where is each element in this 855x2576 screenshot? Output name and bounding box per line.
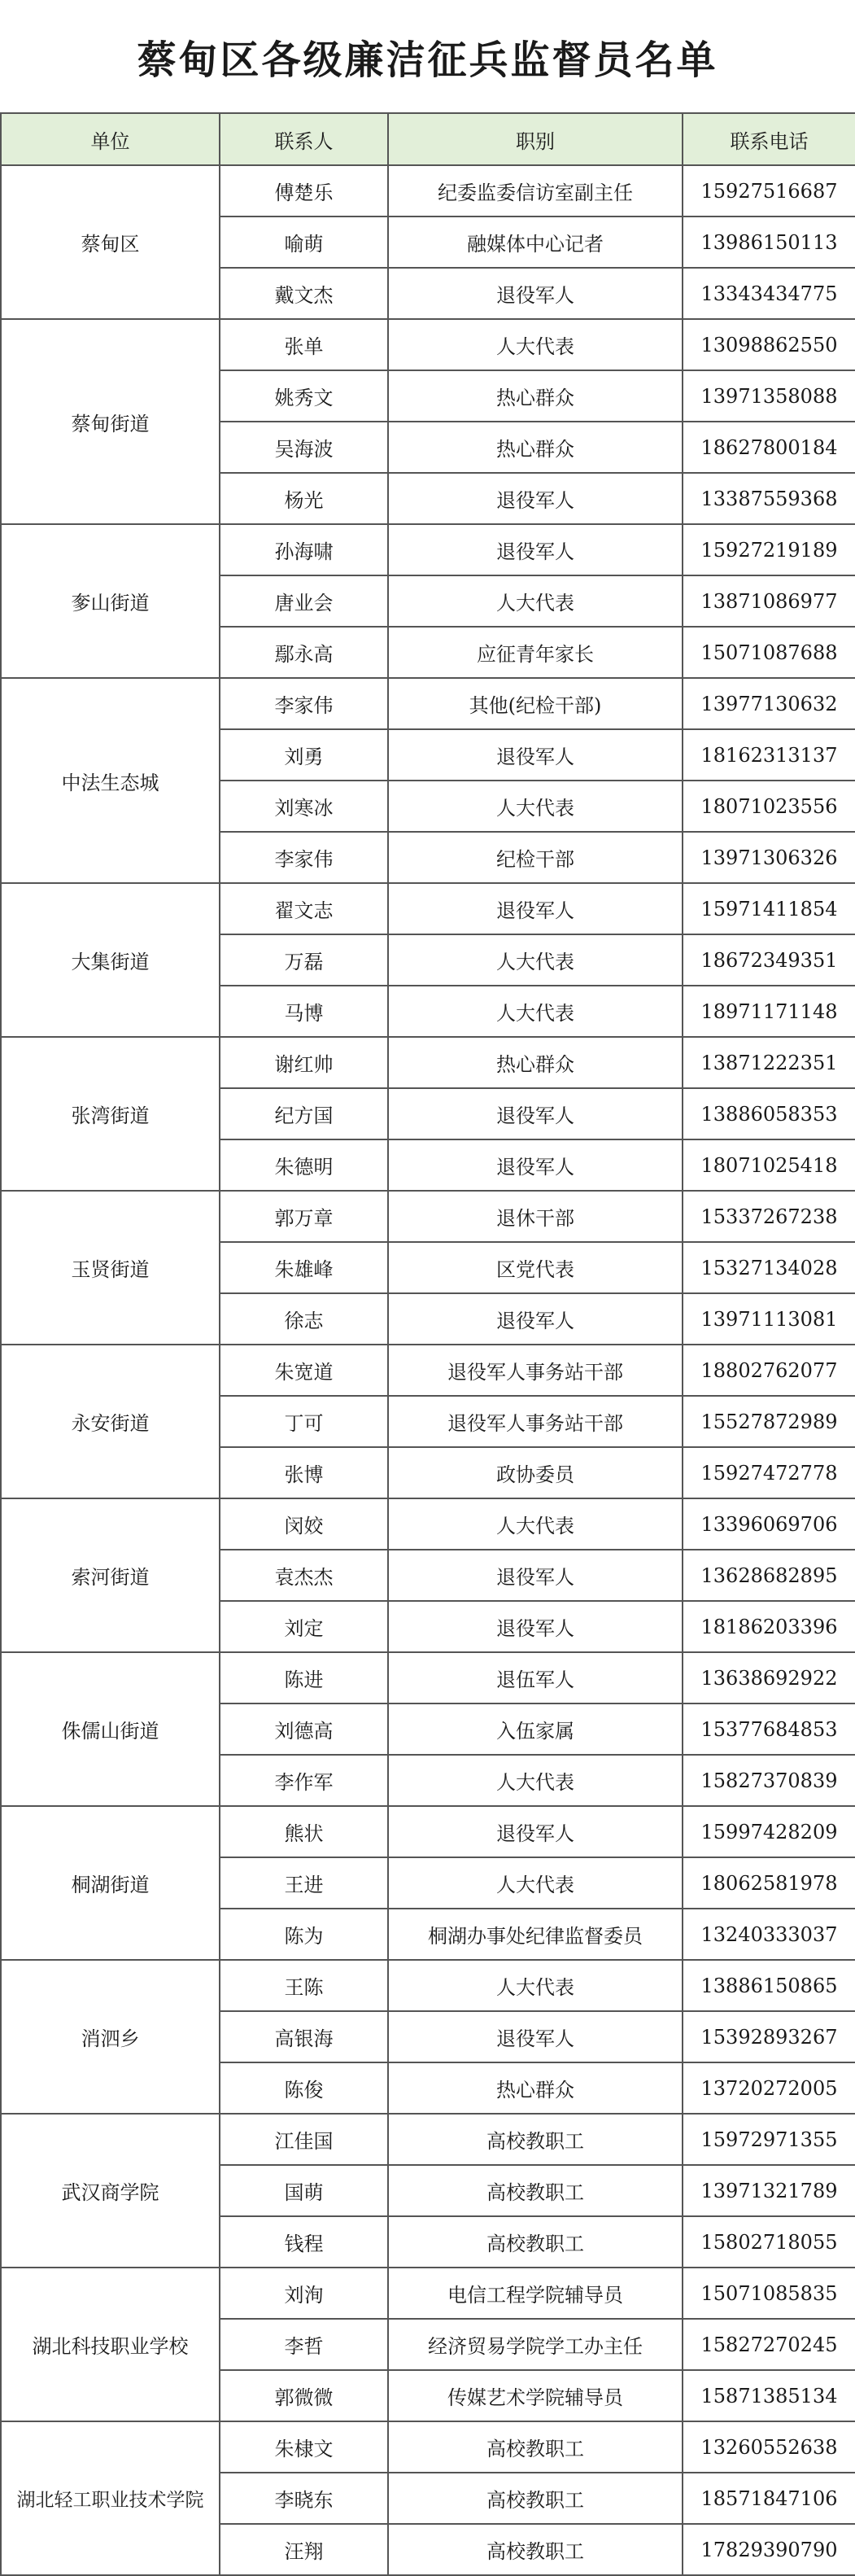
contact-name-cell: 朱宽道	[220, 1345, 388, 1396]
unit-cell: 奓山街道	[1, 524, 220, 678]
table-row	[1, 1498, 855, 1550]
position-cell: 退役军人	[388, 473, 683, 524]
position-cell: 高校教职工	[388, 2165, 683, 2216]
unit-cell: 永安街道	[1, 1345, 220, 1498]
position-cell: 人大代表	[388, 1498, 683, 1550]
position-cell: 高校教职工	[388, 2421, 683, 2473]
page-title: 蔡甸区各级廉洁征兵监督员名单	[137, 37, 718, 83]
contact-name-cell: 郭万章	[220, 1191, 388, 1242]
phone-cell: 13720272005	[683, 2062, 855, 2114]
phone-cell: 13971358088	[683, 370, 855, 422]
phone-cell: 15972971355	[683, 2114, 855, 2165]
position-cell: 高校教职工	[388, 2114, 683, 2165]
table-row	[1, 165, 855, 216]
phone-cell: 17829390790	[683, 2524, 855, 2575]
contact-name-cell: 鄢永高	[220, 627, 388, 678]
contact-name-cell: 张博	[220, 1447, 388, 1498]
phone-cell: 15337267238	[683, 1191, 855, 1242]
position-cell: 热心群众	[388, 2062, 683, 2114]
unit-cell: 消泗乡	[1, 1960, 220, 2114]
position-cell: 退役军人	[388, 1293, 683, 1345]
header-row	[1, 113, 855, 165]
position-cell: 人大代表	[388, 575, 683, 627]
table-row	[1, 1037, 855, 1088]
position-cell: 退役军人	[388, 1139, 683, 1191]
position-cell: 传媒艺术学院辅导员	[388, 2370, 683, 2421]
contact-name-cell: 刘定	[220, 1601, 388, 1652]
phone-cell: 13971306326	[683, 832, 855, 883]
table-row	[1, 319, 855, 370]
position-cell: 退役军人事务站干部	[388, 1396, 683, 1447]
contact-name-cell: 袁杰杰	[220, 1550, 388, 1601]
position-cell: 高校教职工	[388, 2473, 683, 2524]
unit-cell: 张湾街道	[1, 1037, 220, 1191]
phone-cell: 13971113081	[683, 1293, 855, 1345]
position-cell: 电信工程学院辅导员	[388, 2268, 683, 2319]
phone-cell: 18162313137	[683, 729, 855, 781]
position-cell: 退休干部	[388, 1191, 683, 1242]
contact-name-cell: 陈进	[220, 1652, 388, 1703]
position-cell: 其他(纪检干部)	[388, 678, 683, 729]
phone-cell: 18071023556	[683, 781, 855, 832]
contact-name-cell: 谢红帅	[220, 1037, 388, 1088]
contact-name-cell: 翟文志	[220, 883, 388, 934]
position-cell: 人大代表	[388, 781, 683, 832]
contact-name-cell: 刘勇	[220, 729, 388, 781]
unit-cell: 玉贤街道	[1, 1191, 220, 1345]
phone-cell: 15971411854	[683, 883, 855, 934]
position-cell: 政协委员	[388, 1447, 683, 1498]
phone-cell: 13871222351	[683, 1037, 855, 1088]
position-cell: 高校教职工	[388, 2524, 683, 2575]
position-cell: 区党代表	[388, 1242, 683, 1293]
phone-cell: 15071087688	[683, 627, 855, 678]
phone-cell: 18672349351	[683, 934, 855, 986]
position-cell: 退役军人	[388, 1806, 683, 1857]
phone-cell: 15927516687	[683, 165, 855, 216]
unit-cell: 索河街道	[1, 1498, 220, 1652]
contact-name-cell: 李哲	[220, 2319, 388, 2370]
unit-cell: 桐湖街道	[1, 1806, 220, 1960]
header-contact: 联系人	[220, 113, 388, 165]
phone-cell: 13628682895	[683, 1550, 855, 1601]
position-cell: 热心群众	[388, 422, 683, 473]
position-cell: 退役军人事务站干部	[388, 1345, 683, 1396]
unit-cell: 蔡甸区	[1, 165, 220, 319]
contact-name-cell: 戴文杰	[220, 268, 388, 319]
contact-name-cell: 李家伟	[220, 678, 388, 729]
position-cell: 高校教职工	[388, 2216, 683, 2268]
position-cell: 退役军人	[388, 1550, 683, 1601]
table-body	[1, 165, 855, 2575]
unit-cell: 大集街道	[1, 883, 220, 1037]
contact-name-cell: 钱程	[220, 2216, 388, 2268]
phone-cell: 13396069706	[683, 1498, 855, 1550]
contact-name-cell: 江佳国	[220, 2114, 388, 2165]
phone-cell: 18802762077	[683, 1345, 855, 1396]
phone-cell: 15327134028	[683, 1242, 855, 1293]
unit-cell: 蔡甸街道	[1, 319, 220, 524]
phone-cell: 15802718055	[683, 2216, 855, 2268]
phone-cell: 15827370839	[683, 1755, 855, 1806]
phone-cell: 15377684853	[683, 1703, 855, 1755]
table-row	[1, 2114, 855, 2165]
contact-name-cell: 喻萌	[220, 216, 388, 268]
position-cell: 退役军人	[388, 1088, 683, 1139]
table-row	[1, 2421, 855, 2473]
unit-cell: 湖北轻工职业技术学院	[1, 2421, 220, 2575]
position-cell: 融媒体中心记者	[388, 216, 683, 268]
contact-name-cell: 王陈	[220, 1960, 388, 2011]
supervisor-table	[0, 112, 855, 2576]
phone-cell: 18071025418	[683, 1139, 855, 1191]
contact-name-cell: 姚秀文	[220, 370, 388, 422]
header-phone: 联系电话	[683, 113, 855, 165]
contact-name-cell: 李家伟	[220, 832, 388, 883]
phone-cell: 13260552638	[683, 2421, 855, 2473]
phone-cell: 13886150865	[683, 1960, 855, 2011]
table-row	[1, 2268, 855, 2319]
table-row	[1, 883, 855, 934]
contact-name-cell: 熊状	[220, 1806, 388, 1857]
phone-cell: 15527872989	[683, 1396, 855, 1447]
phone-cell: 13871086977	[683, 575, 855, 627]
table-row	[1, 1191, 855, 1242]
phone-cell: 15071085835	[683, 2268, 855, 2319]
table-row	[1, 1960, 855, 2011]
contact-name-cell: 吴海波	[220, 422, 388, 473]
phone-cell: 13098862550	[683, 319, 855, 370]
contact-name-cell: 国萌	[220, 2165, 388, 2216]
contact-name-cell: 闵姣	[220, 1498, 388, 1550]
phone-cell: 18971171148	[683, 986, 855, 1037]
position-cell: 退役军人	[388, 729, 683, 781]
phone-cell: 15927472778	[683, 1447, 855, 1498]
position-cell: 人大代表	[388, 934, 683, 986]
unit-cell: 中法生态城	[1, 678, 220, 883]
position-cell: 退役军人	[388, 268, 683, 319]
position-cell: 应征青年家长	[388, 627, 683, 678]
contact-name-cell: 徐志	[220, 1293, 388, 1345]
table-row	[1, 1345, 855, 1396]
phone-cell: 13343434775	[683, 268, 855, 319]
position-cell: 热心群众	[388, 1037, 683, 1088]
position-cell: 热心群众	[388, 370, 683, 422]
phone-cell: 15871385134	[683, 2370, 855, 2421]
position-cell: 桐湖办事处纪律监督委员	[388, 1909, 683, 1960]
phone-cell: 15997428209	[683, 1806, 855, 1857]
contact-name-cell: 朱德明	[220, 1139, 388, 1191]
position-cell: 退伍军人	[388, 1652, 683, 1703]
phone-cell: 15927219189	[683, 524, 855, 575]
contact-name-cell: 汪翔	[220, 2524, 388, 2575]
table-row	[1, 678, 855, 729]
contact-name-cell: 万磊	[220, 934, 388, 986]
contact-name-cell: 高银海	[220, 2011, 388, 2062]
position-cell: 退役军人	[388, 524, 683, 575]
title-area	[0, 0, 855, 112]
table-row	[1, 524, 855, 575]
unit-cell: 湖北科技职业学校	[1, 2268, 220, 2421]
contact-name-cell: 马博	[220, 986, 388, 1037]
position-cell: 纪委监委信访室副主任	[388, 165, 683, 216]
table-row	[1, 1652, 855, 1703]
phone-cell: 15392893267	[683, 2011, 855, 2062]
contact-name-cell: 刘寒冰	[220, 781, 388, 832]
phone-cell: 18627800184	[683, 422, 855, 473]
contact-name-cell: 刘洵	[220, 2268, 388, 2319]
contact-name-cell: 唐业会	[220, 575, 388, 627]
position-cell: 人大代表	[388, 1755, 683, 1806]
contact-name-cell: 刘德高	[220, 1703, 388, 1755]
position-cell: 退役军人	[388, 1601, 683, 1652]
position-cell: 入伍家属	[388, 1703, 683, 1755]
position-cell: 纪检干部	[388, 832, 683, 883]
position-cell: 人大代表	[388, 986, 683, 1037]
contact-name-cell: 王进	[220, 1857, 388, 1909]
contact-name-cell: 丁可	[220, 1396, 388, 1447]
position-cell: 退役军人	[388, 883, 683, 934]
contact-name-cell: 朱棣文	[220, 2421, 388, 2473]
position-cell: 经济贸易学院学工办主任	[388, 2319, 683, 2370]
phone-cell: 13638692922	[683, 1652, 855, 1703]
phone-cell: 15827270245	[683, 2319, 855, 2370]
contact-name-cell: 纪方国	[220, 1088, 388, 1139]
contact-name-cell: 张单	[220, 319, 388, 370]
contact-name-cell: 杨光	[220, 473, 388, 524]
unit-cell: 武汉商学院	[1, 2114, 220, 2268]
contact-name-cell: 陈为	[220, 1909, 388, 1960]
table-header	[1, 113, 855, 165]
contact-name-cell: 李作军	[220, 1755, 388, 1806]
contact-name-cell: 陈俊	[220, 2062, 388, 2114]
position-cell: 人大代表	[388, 1857, 683, 1909]
phone-cell: 13387559368	[683, 473, 855, 524]
contact-name-cell: 傅楚乐	[220, 165, 388, 216]
position-cell: 人大代表	[388, 1960, 683, 2011]
position-cell: 退役军人	[388, 2011, 683, 2062]
phone-cell: 13240333037	[683, 1909, 855, 1960]
phone-cell: 18062581978	[683, 1857, 855, 1909]
position-cell: 人大代表	[388, 319, 683, 370]
phone-cell: 13971321789	[683, 2165, 855, 2216]
phone-cell: 13886058353	[683, 1088, 855, 1139]
contact-name-cell: 李晓东	[220, 2473, 388, 2524]
phone-cell: 18186203396	[683, 1601, 855, 1652]
contact-name-cell: 朱雄峰	[220, 1242, 388, 1293]
contact-name-cell: 郭微微	[220, 2370, 388, 2421]
contact-name-cell: 孙海啸	[220, 524, 388, 575]
phone-cell: 13977130632	[683, 678, 855, 729]
header-position: 职别	[388, 113, 683, 165]
unit-cell: 侏儒山街道	[1, 1652, 220, 1806]
table-row	[1, 1806, 855, 1857]
phone-cell: 13986150113	[683, 216, 855, 268]
header-unit: 单位	[1, 113, 220, 165]
phone-cell: 18571847106	[683, 2473, 855, 2524]
